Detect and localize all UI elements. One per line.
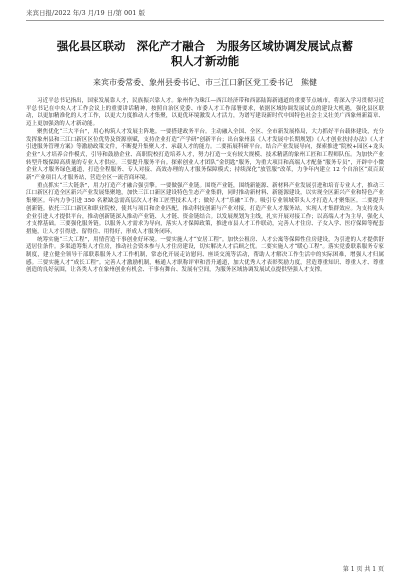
article-body: [26, 98, 384, 275]
body-paragraph-1: 习近平总书记指出，国家发展靠人才，民族振兴靠人才。象州作为珠江—西江经济带和西部陆海新通道的重要节点城市，将深入学习贯彻习近平总书记在中央人才工作会议上的重要讲话精神，按照自治区党委、市委人才工作部署要求，依据区域协调发展试点的建设大机遇，强化县区联动，以更加精准化的人才工作，以更大力度推动人才集聚，以更优环境激发人才活力，为谱写建设新时代中国特色社会主义壮美广西象州新篇章、迈上更加强劲的人才新动能。: [26, 98, 384, 128]
body-paragraph-2: 聚焦优化“三大平台”，用心构筑人才发展主阵地。一要搭建政务平台。主动融入全国、全区、全市新发展格局，大力抓好平台载体建设，充分发挥象州县和三江口新区区位优势及资源禀赋，支持企业打造“产学研”创新平台；出台象州县《人才发展中长期规划》《人才创业扶持办法》《人才引进服务管理方案》等激励政策文件，不断提升集聚人才、承载人才的能力。二要拓展科研平台。结合产业发展导向，探索推进“院校+园区+龙头企业”人才培养合作模式，引导和鼓励企业、高职院校打造培养人才，努力打造一支有较大规模、技术精湛的象州工匠和工程师队伍。为加快产业转型升级保障高质量的专业人才供应。三要提升服务平台。探索创业人才团队“金钥匙”服务，为重大项目和高端人才配备“服务专员”，开辟中小微企业人才服务绿色通道，打造全程服务、专人对接、高效办理的人才服务保障模式；持续深化“放管服”改革，力争年内建立 12 个自治区“双百双新”产业项目人才服务站，营造全区一流营商环境。: [26, 128, 384, 182]
page-number: 第 1 页 共 1 页: [342, 566, 384, 573]
title-line-2: 积人才新动能: [170, 54, 240, 68]
article-title: [26, 39, 384, 69]
source-line: 来宾日报/2022 年/3 月/19 日/第 001 版: [26, 9, 145, 17]
title-line-1: 强化县区联动 深化产才融合 为服务区域协调发展试点蓄: [56, 39, 354, 53]
body-paragraph-3: 重点抓实“三大链条”，用力打造产才融合强引擎。一要做强产业链。围绕产业链，围绕新能源、新材料产业发展引进和培育专业人才，推动三江口新区打造全区新兴产业发展集聚地，加快三江口新区建设特色生态产业集群，同时推动新材料、新能源建设，以实现全区新兴产业和特色产业集聚区。年内力争引进 350 名紧缺急需高层次人才和工匠型技术人才；做好人才“乐融”工作。吸引专业领域带头人才打造人才聚集区。二要提升创新链。依托三江口新区和职业院校，使其与项目和企业匹配，推动科技创新与产业对接，打造产业人才服务站，实现人才集群效应。为支持龙头企业引进人才提供平台，推动创新链深入推动产业链、人才链、资金链结合。以发展规划为主线，扎实开展对接工作；以高端人才为主导，强化人才支撑基础。三要强化服务链。以服务人才需求为导向，落实人才保障政策，推进市县人才工作联动，完善人才住房、子女入学、医疗保障等配套措施，让人才引得进、留得住、用得好，形成人才服务闭环。: [26, 182, 384, 235]
body-paragraph-4: 统筹实施“三大工程”，用情营造干事创业好环境。一要实施人才“安居工程”。加快公租房、人才公寓等保障性住房建设，为引进的人才提供舒适居住条件。多渠道筹集人才住房，推动社会资本参与人才住房建设，切实解决人才后顾之忧。二要实施人才“暖心工程”。落实党委联系服务专家制度，建立健全领导干部联系服务人才工作机制，常态化开展走访慰问、座谈交流等活动，帮助人才解决工作生活中的实际困难，增强人才归属感。三要实施人才“成长工程”。完善人才激励机制，畅通人才职称评审和晋升通道，加大优秀人才表彰奖励力度，营造尊重知识、尊重人才、尊重创造的良好氛围，让各类人才在象州创业有机会、干事有舞台、发展有空间，为服务区域协调发展试点提供坚强人才支撑。: [26, 236, 384, 274]
author-byline: 来宾市委常委、象州县委书记、市三江口新区党工委书记 熊健: [93, 78, 317, 87]
page-header: [26, 8, 384, 21]
